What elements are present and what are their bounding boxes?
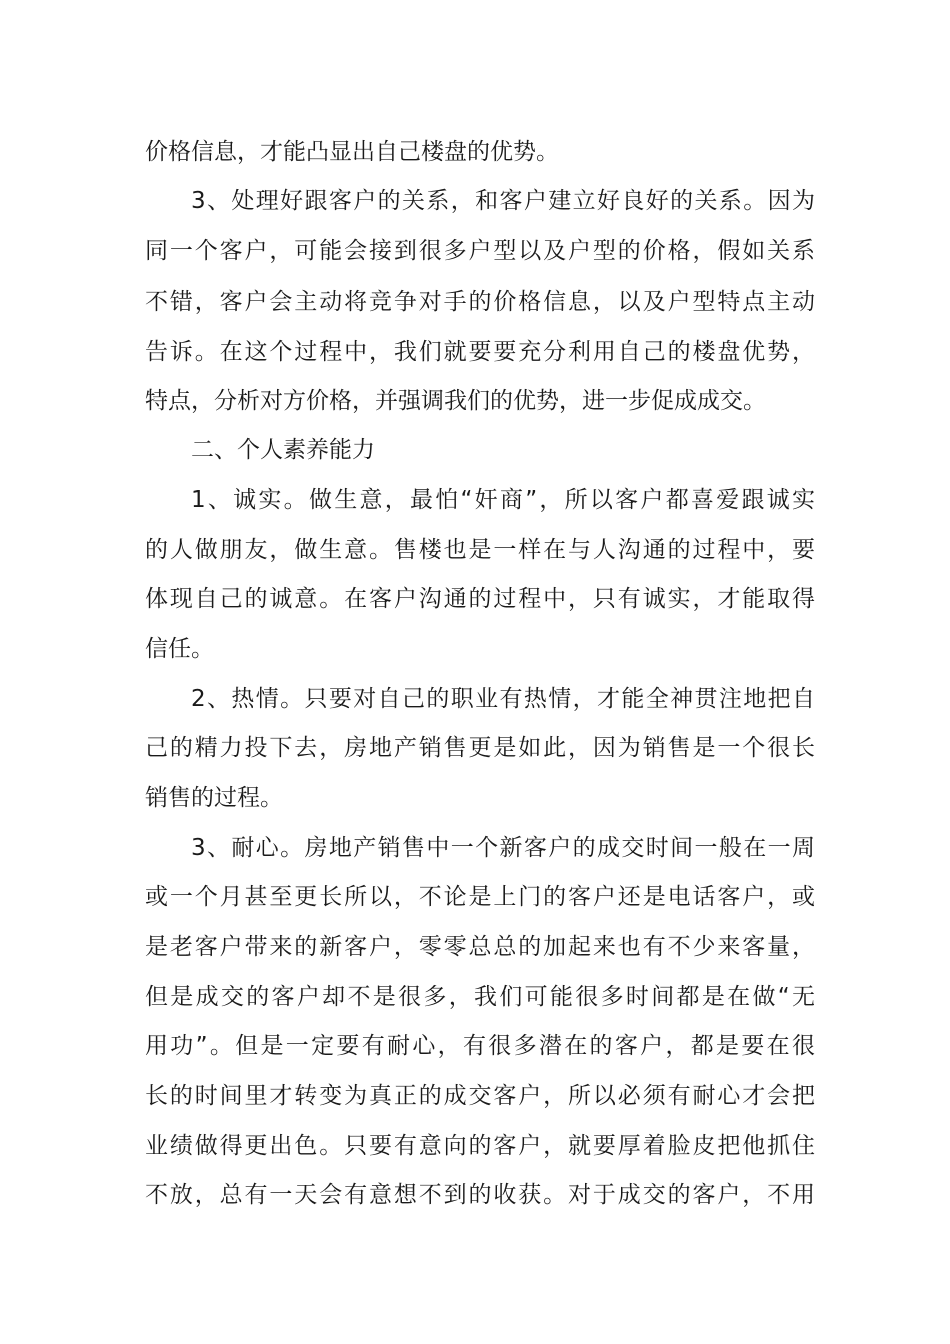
text-line: 销售的过程。 xyxy=(145,785,283,811)
text-line: 的人做朋友，做生意。售楼也是一样在与人沟通的过程中，要 xyxy=(145,537,815,563)
text-line: 或一个月甚至更长所以，不论是上门的客户还是电话客户，或 xyxy=(145,884,815,910)
text-line: 体现自己的诚意。在客户沟通的过程中，只有诚实，才能取得 xyxy=(145,586,815,612)
text-line: 同一个客户，可能会接到很多户型以及户型的价格，假如关系 xyxy=(145,238,815,264)
text-line: 己的精力投下去，房地产销售更是如此，因为销售是一个很长 xyxy=(145,735,815,761)
text-line: 价格信息，才能凸显出自己楼盘的优势。 xyxy=(145,139,559,165)
section-heading: 二、个人素养能力 xyxy=(191,437,375,463)
text-line: 2、热情。只要对自己的职业有热情，才能全神贯注地把自 xyxy=(191,686,815,712)
text-line: 信任。 xyxy=(145,636,214,662)
text-line: 3、处理好跟客户的关系，和客户建立好良好的关系。因为 xyxy=(191,188,815,214)
text-line: 不错，客户会主动将竞争对手的价格信息，以及户型特点主动 xyxy=(145,289,815,315)
text-line: 用功”。但是一定要有耐心，有很多潜在的客户，都是要在很 xyxy=(145,1033,815,1059)
text-line: 告诉。在这个过程中，我们就要要充分利用自己的楼盘优势， xyxy=(145,339,815,365)
text-line: 不放，总有一天会有意想不到的收获。对于成交的客户，不用 xyxy=(145,1182,815,1208)
text-line: 3、耐心。房地产销售中一个新客户的成交时间一般在一周 xyxy=(191,835,815,861)
text-line: 长的时间里才转变为真正的成交客户，所以必须有耐心才会把 xyxy=(145,1083,815,1109)
text-line: 特点，分析对方价格，并强调我们的优势，进一步促成成交。 xyxy=(145,388,766,414)
text-line: 1、诚实。做生意，最怕“奸商”，所以客户都喜爱跟诚实 xyxy=(191,487,815,513)
text-line: 是老客户带来的新客户，零零总总的加起来也有不少来客量， xyxy=(145,934,815,960)
text-line: 业绩做得更出色。只要有意向的客户，就要厚着脸皮把他抓住 xyxy=(145,1133,815,1159)
text-line: 但是成交的客户却不是很多，我们可能很多时间都是在做“无 xyxy=(145,984,815,1010)
